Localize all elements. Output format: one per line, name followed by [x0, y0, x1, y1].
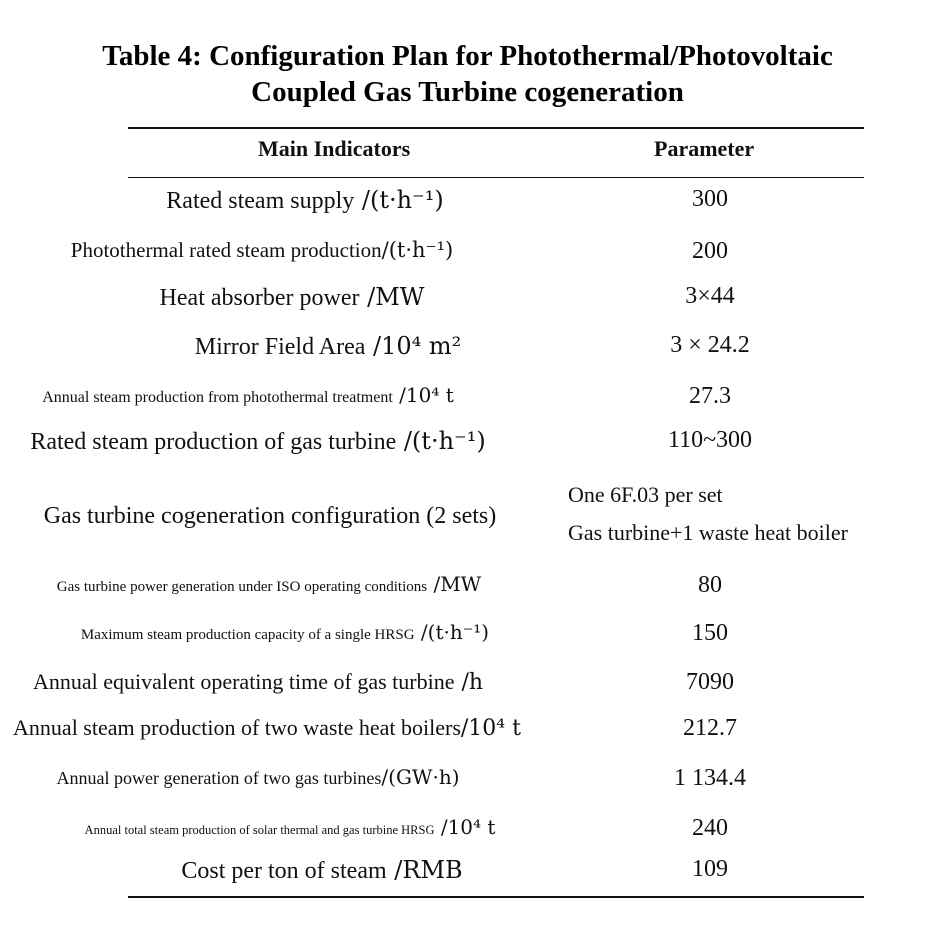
row-unit: /10⁴ t — [460, 716, 521, 741]
row-value: 80 — [698, 572, 722, 598]
row-value: 7090 — [686, 669, 734, 695]
row-indicator: Heat absorber power /MW — [159, 283, 425, 311]
row-value: 300 — [692, 186, 728, 212]
row-value: 27.3 — [689, 383, 731, 409]
row-value: 3 × 24.2 — [670, 332, 750, 358]
row-value — [568, 476, 848, 552]
row-indicator: Gas turbine cogeneration configuration (2 sets) — [43, 503, 497, 529]
row-unit: /h — [454, 670, 484, 695]
row-value: 200 — [692, 238, 728, 264]
row-indicator: Rated steam production of gas turbine /(t·h⁻¹) — [30, 427, 486, 455]
row-value: 109 — [692, 856, 728, 882]
row-indicator: Maximum steam production capacity of a single HRSG /(t·h⁻¹) — [80, 620, 490, 644]
row-value: 240 — [692, 815, 728, 841]
row-indicator: Mirror Field Area /10⁴ m² — [194, 332, 462, 360]
row-unit: /10⁴ t — [392, 383, 454, 407]
row-unit: /MW — [427, 572, 482, 596]
header-main-indicators: Main Indicators — [258, 136, 411, 161]
row-unit: /10⁴ t — [434, 815, 496, 839]
row-unit: /(t·h⁻¹) — [381, 238, 454, 262]
row-value: 3×44 — [685, 283, 735, 309]
row-unit: /RMB — [386, 856, 463, 884]
table-header-rule — [128, 177, 864, 178]
table-bottom-rule — [128, 896, 864, 898]
row-indicator: Gas turbine power generation under ISO operating conditions /MW — [56, 572, 482, 596]
row-indicator: Photothermal rated steam production/(t·h⁻¹) — [70, 238, 454, 262]
row-value: 150 — [692, 620, 728, 646]
row-value-line-1: One 6F.03 per set — [568, 482, 723, 507]
row-indicator: Rated steam supply /(t·h⁻¹) — [166, 186, 444, 214]
row-indicator: Annual steam production from photothermal treatment /10⁴ t — [42, 383, 454, 407]
table-title — [0, 38, 935, 110]
row-unit: /(t·h⁻¹) — [414, 620, 490, 644]
row-indicator: Cost per ton of steam /RMB — [181, 856, 463, 884]
row-value: 110~300 — [667, 427, 753, 453]
row-indicator: Annual power generation of two gas turbines/(GW·h) — [56, 765, 460, 789]
row-value: 1 134.4 — [674, 765, 746, 791]
row-unit: /MW — [359, 283, 425, 311]
table-title-line-2: Coupled Gas Turbine cogeneration — [251, 76, 684, 108]
row-unit: /(t·h⁻¹) — [396, 427, 486, 455]
row-unit: /(GW·h) — [381, 765, 460, 789]
table-top-rule — [128, 127, 864, 129]
row-indicator: Annual steam production of two waste heat boilers/10⁴ t — [13, 715, 521, 741]
row-unit: /(t·h⁻¹) — [354, 186, 444, 214]
row-indicator: Annual equivalent operating time of gas turbine /h — [32, 669, 484, 695]
row-indicator: Annual total steam production of solar thermal and gas turbine HRSG /10⁴ t — [84, 815, 496, 839]
table-title-line-1: Table 4: Configuration Plan for Photothermal/Photovoltaic — [102, 40, 833, 72]
row-value: 212.7 — [683, 715, 737, 741]
row-unit: /10⁴ m² — [365, 332, 462, 360]
row-value-line-2: Gas turbine+1 waste heat boiler — [568, 520, 848, 545]
header-parameter: Parameter — [654, 136, 755, 161]
